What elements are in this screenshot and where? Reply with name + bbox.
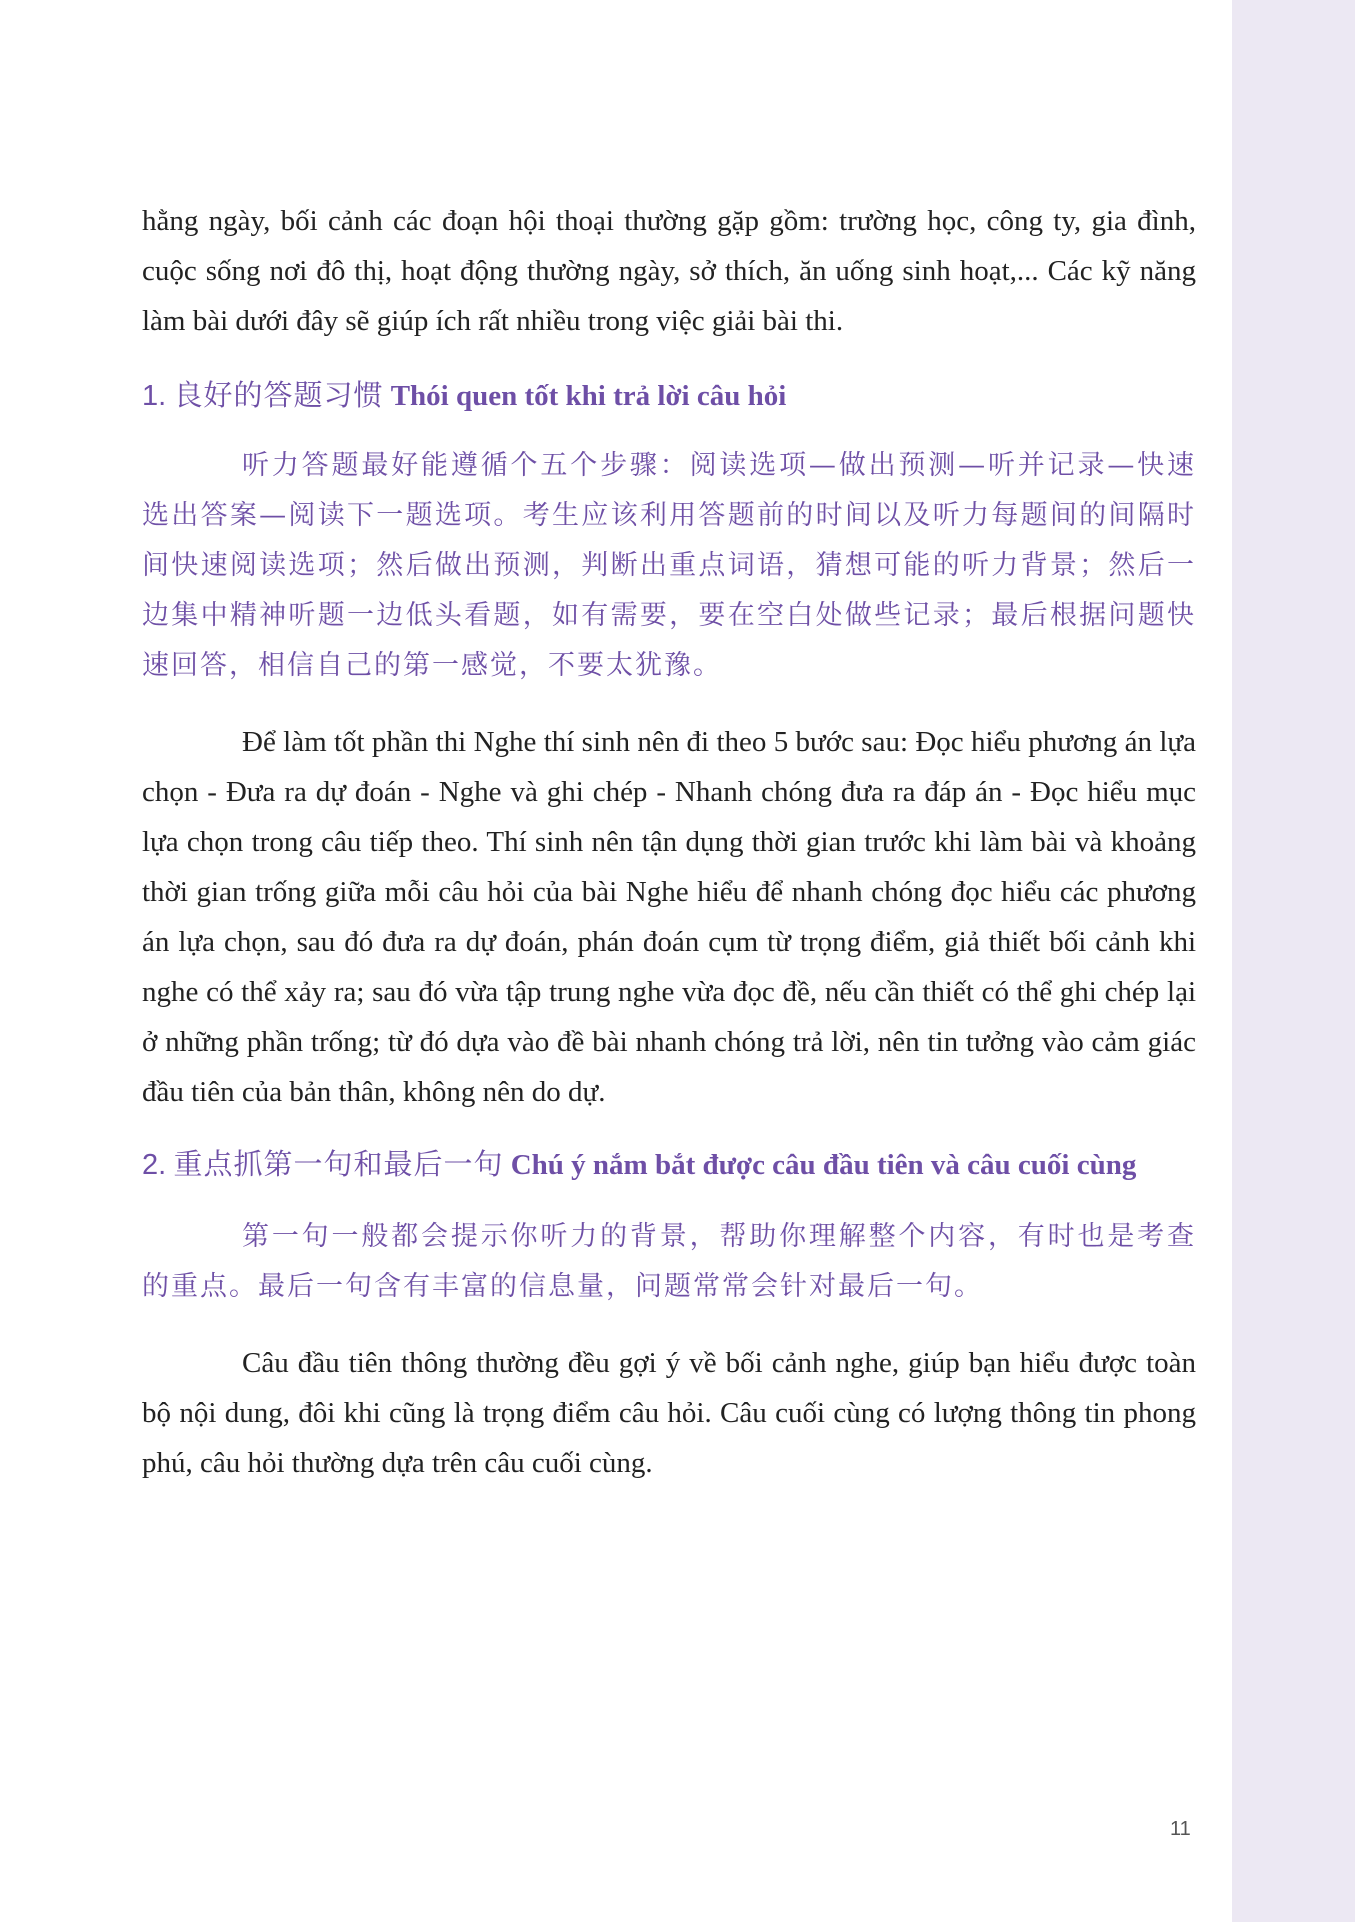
section-2-body-zh: 第一句一般都会提示你听力的背景，帮助你理解整个内容，有时也是考查的重点。最后一句含有丰富的信息量，问题常常会针对最后一句。 [142,1221,1196,1302]
page-body [142,196,1196,1488]
section-2-heading [142,1139,1196,1190]
section-2-number: 2. [142,1149,167,1181]
intro-paragraph: hằng ngày, bối cảnh các đoạn hội thoại thường gặp gồm: trường học, công ty, gia đình, cuộc sống nơi đô thị, hoạt động thường ngày, sở thích, ăn uống sinh hoạt,... Các kỹ năng làm bài dưới đây sẽ giúp ích rất nhiều trong việc giải bài thi. [142,205,1196,337]
section-1-body-vn: Để làm tốt phần thi Nghe thí sinh nên đi theo 5 bước sau: Đọc hiểu phương án lựa chọn - Đưa ra dự đoán - Nghe và ghi chép - Nhanh chóng đưa ra đáp án - Đọc hiểu mục lựa chọn trong câu tiếp theo. Thí sinh nên tận dụng thời gian trước khi làm bài và khoảng thời gian trống giữa mỗi câu hỏi của bài Nghe hiểu để nhanh chóng đọc hiểu các phương án lựa chọn, sau đó đưa ra dự đoán, phán đoán cụm từ trọng điểm, giả thiết bối cảnh khi nghe có thể xảy ra; sau đó vừa tập trung nghe vừa đọc đề, nếu cần thiết có thể ghi chép lại ở những phần trống; từ đó dựa vào đề bài nhanh chóng trả lời, nên tin tưởng vào cảm giác đầu tiên của bản thân, không nên do dự. [142,726,1196,1108]
section-1-heading [142,370,1196,421]
section-2-heading-zh: 重点抓第一句和最后一句 [173,1147,504,1181]
section-2-heading-vn: Chú ý nắm bắt được câu đầu tiên và câu cuối cùng [510,1149,1137,1181]
section-2-body-vn: Câu đầu tiên thông thường đều gợi ý về bối cảnh nghe, giúp bạn hiểu được toàn bộ nội dung, đôi khi cũng là trọng điểm câu hỏi. Câu cuối cùng có lượng thông tin phong phú, câu hỏi thường dựa trên câu cuối cùng. [142,1347,1196,1479]
side-margin-strip [1232,0,1355,1922]
section-1-heading-vn: Thói quen tốt khi trả lời câu hỏi [390,380,787,412]
page-number: 11 [1170,1818,1191,1840]
section-1-body-zh: 听力答题最好能遵循个五个步骤：阅读选项—做出预测—听并记录—快速选出答案—阅读下一题选项。考生应该利用答题前的时间以及听力每题间的间隔时间快速阅读选项；然后做出预测，判断出重点词语，猜想可能的听力背景；然后一边集中精神听题一边低头看题，如有需要，要在空白处做些记录；最后根据问题快速回答，相信自己的第一感觉，不要太犹豫。 [142,450,1196,681]
section-1-heading-zh: 良好的答题习惯 [173,378,384,412]
section-1-number: 1. [142,380,167,412]
